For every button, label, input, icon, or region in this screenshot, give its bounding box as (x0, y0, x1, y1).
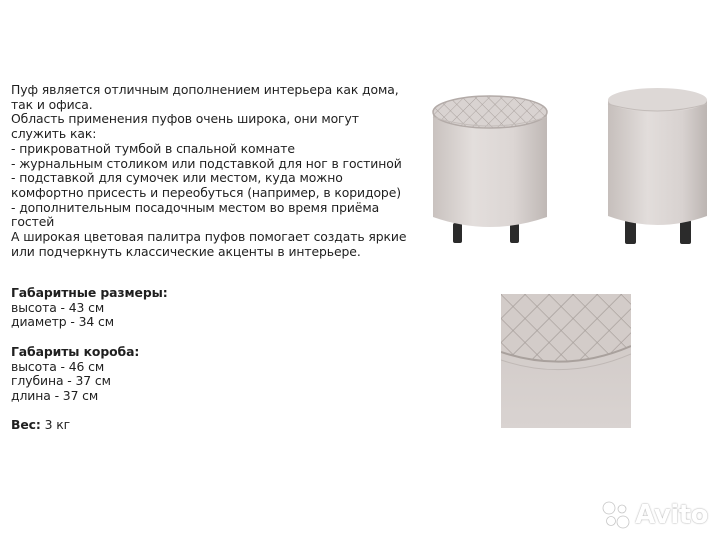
box-length: длина - 37 см (11, 387, 99, 403)
avito-logo-icon (601, 500, 631, 530)
product-specs (11, 286, 271, 433)
pouf-side-image (600, 80, 715, 250)
leg (680, 220, 691, 244)
box-heading: Габариты короба: (11, 343, 140, 359)
product-description (11, 83, 411, 259)
weight-value: 3 кг (40, 417, 71, 433)
weight-label: Вес: (11, 417, 41, 433)
description-line: комфортно присесть и переобуться (например, в коридоре) (11, 184, 401, 200)
description-line: - прикроватной тумбой в спальной комнате (11, 140, 295, 156)
description-line: Пуф является отличным дополнением интерьера как дома, (11, 82, 399, 97)
description-line: - подставкой для сумочек или местом, куда можно (11, 170, 343, 186)
box-depth: глубина - 37 см (11, 373, 111, 389)
description-line: или подчеркнуть классические акценты в интерьере. (11, 243, 361, 259)
description-line: служить как: (11, 126, 97, 142)
description-line: А широкая цветовая палитра пуфов помогает создать яркие (11, 229, 407, 245)
description-line: так и офиса. (11, 96, 93, 112)
box-height: высота - 46 см (11, 358, 105, 374)
description-line: гостей (11, 214, 55, 230)
avito-watermark (601, 500, 708, 530)
leg (453, 223, 462, 243)
dimension-height: высота - 43 см (11, 299, 105, 315)
description-line: Область применения пуфов очень широка, они могут (11, 111, 359, 127)
fabric-closeup-image (501, 294, 631, 428)
dimensions-heading: Габаритные размеры: (11, 285, 168, 300)
leg (625, 220, 636, 244)
avito-watermark-text: Avito (635, 500, 708, 530)
weight-line (11, 418, 271, 433)
leg (510, 223, 519, 243)
pouf-front-image (425, 85, 555, 250)
description-line: - дополнительным посадочным местом во время приёма (11, 199, 380, 215)
dimension-diameter: диаметр - 34 см (11, 314, 114, 330)
description-line: - журнальным столиком или подставкой для ног в гостиной (11, 155, 402, 171)
